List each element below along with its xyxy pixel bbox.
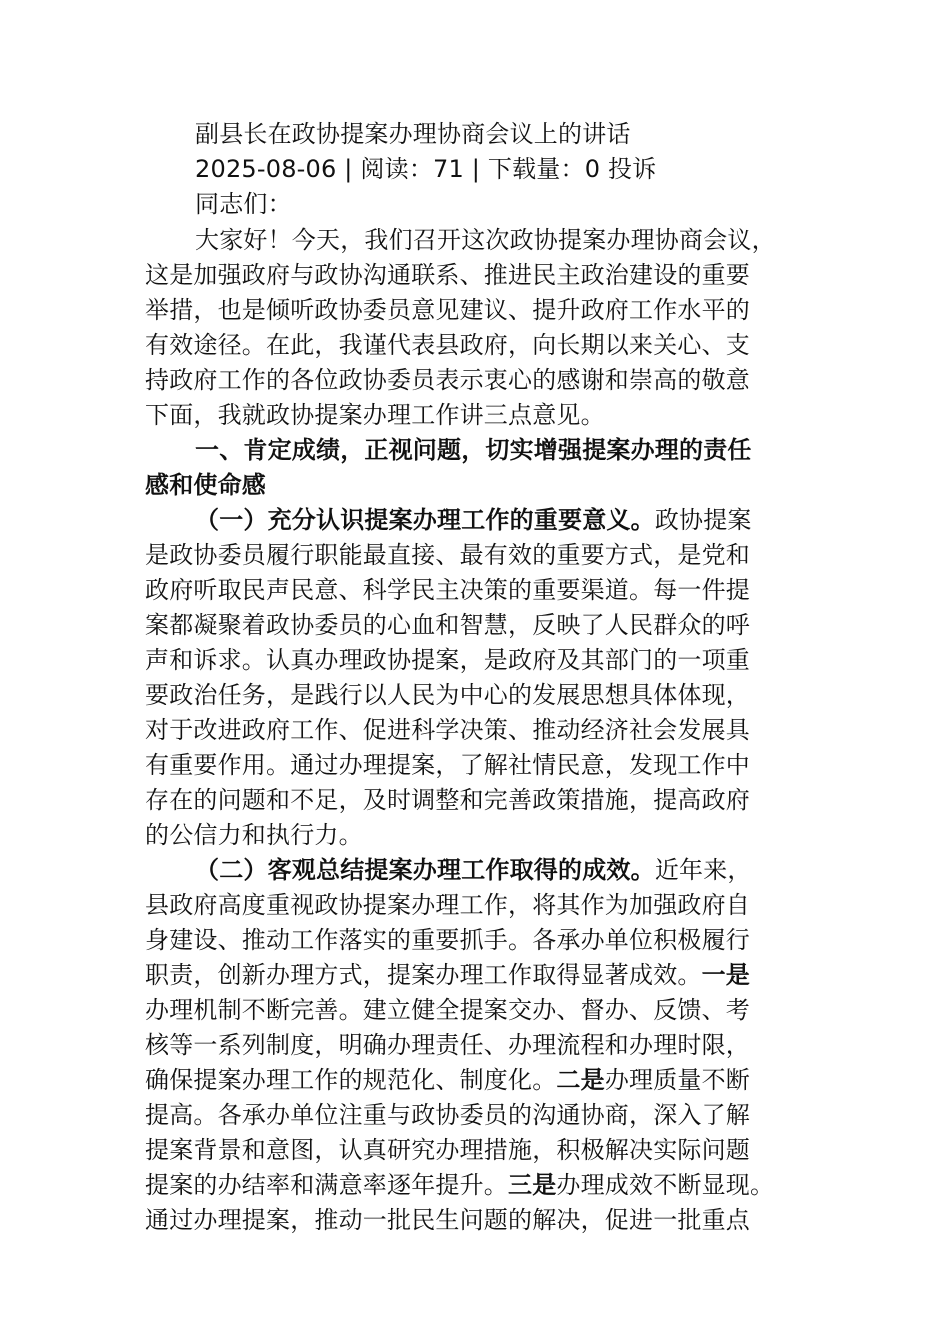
line-text: 办理成效不断显现。 (556, 1171, 775, 1199)
subsection-heading: （一）充分认识提案办理工作的重要意义。 (195, 506, 655, 534)
paragraph-line: 案都凝聚着政协委员的心血和智慧，反映了人民群众的呼 (145, 611, 750, 639)
document-meta: 2025-08-06 | 阅读：71 | 下载量：0 投诉 (195, 155, 657, 183)
paragraph-line: 核等一系列制度，明确办理责任、办理流程和办理时限， (145, 1031, 750, 1059)
paragraph-line: 要政治任务，是践行以人民为中心的发展思想具体体现， (145, 681, 750, 709)
paragraph-line (195, 504, 752, 536)
paragraph-line: 政府听取民声民意、科学民主决策的重要渠道。每一件提 (145, 576, 750, 604)
paragraph-line: 持政府工作的各位政协委员表示衷心的感谢和崇高的敬意 (145, 366, 750, 394)
section-heading: 一、肯定成绩，正视问题，切实增强提案办理的责任 (195, 436, 752, 464)
paragraph-line (195, 854, 752, 886)
document-title: 副县长在政协提案办理协商会议上的讲话 (195, 120, 631, 148)
paragraph-line: 有重要作用。通过办理提案，了解社情民意，发现工作中 (145, 751, 750, 779)
paragraph-line: 提案背景和意图，认真研究办理措施，积极解决实际问题 (145, 1136, 750, 1164)
paragraph-line (145, 1169, 774, 1201)
line-text: 办理质量不断 (604, 1066, 751, 1094)
paragraph-line (145, 1064, 750, 1096)
bold-marker: 一是 (701, 961, 751, 989)
line-text: 政协提案 (654, 506, 752, 534)
line-text: 确保提案办理工作的规范化、制度化。 (145, 1066, 557, 1094)
salutation: 同志们： (195, 190, 292, 218)
paragraph-line: 是政协委员履行职能最直接、最有效的重要方式，是党和 (145, 541, 750, 569)
paragraph-line: 有效途径。在此，我谨代表县政府，向长期以来关心、支 (145, 331, 750, 359)
paragraph-line: 办理机制不断完善。建立健全提案交办、督办、反馈、考 (145, 996, 750, 1024)
paragraph-line: 存在的问题和不足，及时调整和完善政策措施，提高政府 (145, 786, 750, 814)
paragraph-line: 大家好！今天，我们召开这次政协提案办理协商会议， (195, 226, 776, 254)
subsection-heading: （二）客观总结提案办理工作取得的成效。 (195, 856, 655, 884)
paragraph-line: 声和诉求。认真办理政协提案，是政府及其部门的一项重 (145, 646, 750, 674)
bold-marker: 二是 (556, 1066, 605, 1094)
paragraph-line: 对于改进政府工作、促进科学决策、推动经济社会发展具 (145, 716, 750, 744)
line-text: 提案的办结率和满意率逐年提升。 (145, 1171, 508, 1199)
paragraph-line: 县政府高度重视政协提案办理工作，将其作为加强政府自 (145, 891, 750, 919)
line-text: 职责，创新办理方式，提案办理工作取得显著成效。 (145, 961, 702, 989)
paragraph-line: 下面，我就政协提案办理工作讲三点意见。 (145, 401, 605, 429)
bold-marker: 三是 (508, 1171, 557, 1199)
section-heading: 感和使命感 (145, 471, 266, 499)
paragraph-line: 通过办理提案，推动一批民生问题的解决，促进一批重点 (145, 1206, 750, 1234)
paragraph-line: 提高。各承办单位注重与政协委员的沟通协商，深入了解 (145, 1101, 750, 1129)
paragraph-line: 这是加强政府与政协沟通联系、推进民主政治建设的重要 (145, 261, 750, 289)
line-text: 近年来， (654, 856, 752, 884)
paragraph-line: 的公信力和执行力。 (145, 821, 363, 849)
paragraph-line: 举措，也是倾听政协委员意见建议、提升政府工作水平的 (145, 296, 750, 324)
paragraph-line (145, 959, 750, 991)
paragraph-line: 身建设、推动工作落实的重要抓手。各承办单位积极履行 (145, 926, 750, 954)
